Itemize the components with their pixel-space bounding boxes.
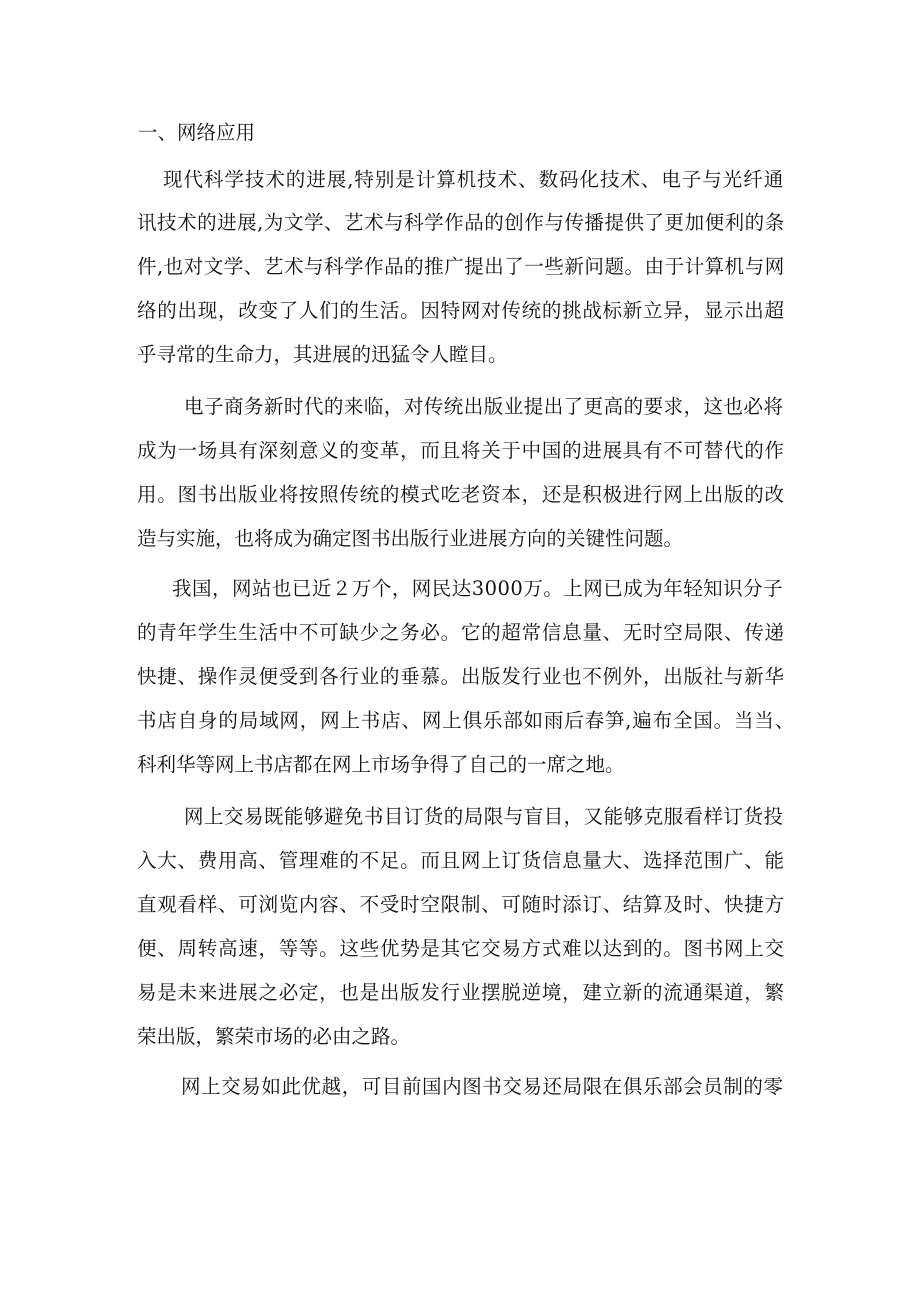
paragraph-1-line-5: 乎寻常的生命力，其进展的迅猛令人瞠目。 [137, 343, 508, 366]
paragraph-1-line-3: 件,也对文学、艺术与科学作品的推广提出了一些新问题。由于计算机与网 [137, 255, 785, 278]
paragraph-5-line-1: 网上交易如此优越，可目前国内图书交易还局限在俱乐部会员制的零 [181, 1075, 784, 1098]
paragraph-2-line-3: 用。图书出版业将按照传统的模式吃老资本，还是积极进行网上出版的改 [137, 483, 785, 506]
paragraph-2-line-1: 电子商务新时代的来临，对传统出版业提出了更高的要求，这也必将 [184, 395, 784, 418]
paragraph-1-line-4: 络的出现，改变了人们的生活。因特网对传统的挑战标新立异，显示出超 [137, 299, 785, 322]
paragraph-3-line-5: 科利华等网上书店都在网上市场争得了自己的一席之地。 [137, 753, 625, 776]
paragraph-4-line-4: 便、周转高速，等等。这些优势是其它交易方式难以达到的。图书网上交 [137, 937, 785, 960]
paragraph-4-line-2: 入大、费用高、管理难的不足。而且网上订货信息量大、选择范围广、能 [137, 849, 785, 872]
paragraph-4-line-1: 网上交易既能够避免书目订货的局限与盲目，又能够克服看样订货投 [184, 805, 784, 828]
paragraph-3-line-4: 书店自身的局域网，网上书店、网上俱乐部如雨后春笋,遍布全国。当当、 [137, 709, 796, 732]
paragraph-1-line-2: 讯技术的进展,为文学、艺术与科学作品的创作与传播提供了更加便利的条 [137, 211, 785, 234]
paragraph-4-line-6: 荣出版，繁荣市场的必由之路。 [137, 1025, 411, 1048]
paragraph-3-line-2: 的青年学生生活中不可缺少之务必。它的超常信息量、无时空局限、传递 [137, 621, 785, 644]
paragraph-2-line-4: 造与实施，也将成为确定图书出版行业进展方向的关键性问题。 [137, 527, 684, 550]
paragraph-3-line-1: 我国，网站也已近２万个，网民达3000万。上网已成为年轻知识分子 [172, 577, 784, 600]
paragraph-3-line-3: 快捷、操作灵便受到各行业的垂慕。出版发行业也不例外，出版社与新华 [137, 665, 785, 688]
section-heading: 一、网络应用 [138, 121, 256, 144]
paragraph-2-line-2: 成为一场具有深刻意义的变革，而且将关于中国的进展具有不可替代的作 [137, 439, 785, 462]
paragraph-1-line-1: 现代科学技术的进展,特别是计算机技术、数码化技术、电子与光纤通 [163, 168, 785, 191]
paragraph-4-line-3: 直观看样、可浏览内容、不受时空限制、可随时添订、结算及时、快捷方 [137, 893, 785, 916]
paragraph-4-line-5: 易是未来进展之必定，也是出版发行业摆脱逆境，建立新的流通渠道，繁 [137, 981, 785, 1004]
